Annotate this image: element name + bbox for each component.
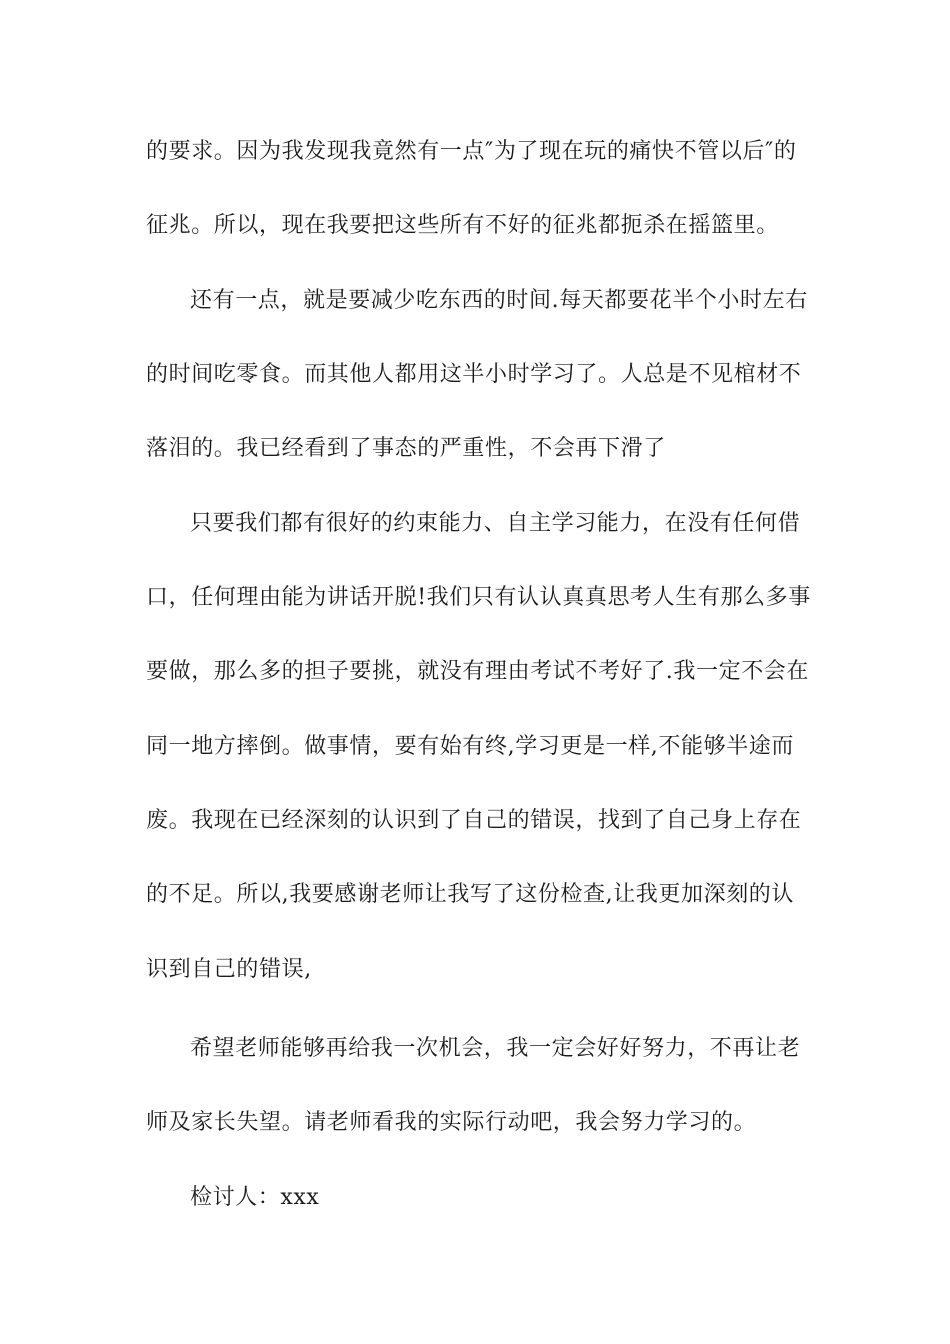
text-line: 的要求。因为我发现我竟然有一点″为了现在玩的痛快不管以后″的 [146,139,797,164]
text-line: 要做，那么多的担子要挑，就没有理由考试不考好了.我一定不会在 [146,659,809,684]
paragraph-start-line: 只要我们都有很好的约束能力、自主学习能力，在没有任何借 [190,511,801,536]
text-line: 废。我现在已经深刻的认识到了自己的错误，找到了自己身上存在 [146,808,802,833]
paragraph-start-line: 还有一点，就是要减少吃东西的时间.每天都要花半个小时左右 [190,288,808,313]
paragraph-start-line: 希望老师能够再给我一次机会，我一定会好好努力，不再让老 [190,1036,801,1061]
text-line: 师及家长失望。请老师看我的实际行动吧，我会努力学习的。 [146,1110,757,1135]
text-line: 口，任何理由能为讲话开脱!我们只有认认真真思考人生有那么多事 [146,585,811,610]
text-line: 征兆。所以，现在我要把这些所有不好的征兆都扼杀在摇篮里。 [146,213,779,238]
text-line: 识到自己的错误, [146,957,312,982]
signature-line: 检讨人：xxx [190,1185,320,1210]
text-line: 的不足。所以,我要感谢老师让我写了这份检查,让我更加深刻的认 [146,882,794,907]
text-line: 落泪的。我已经看到了事态的严重性，不会再下滑了 [146,436,666,461]
text-line: 的时间吃零食。而其他人都用这半小时学习了。人总是不见棺材不 [146,362,802,387]
text-line: 同一地方摔倒。做事情，要有始有终,学习更是一样,不能够半途而 [146,734,794,759]
